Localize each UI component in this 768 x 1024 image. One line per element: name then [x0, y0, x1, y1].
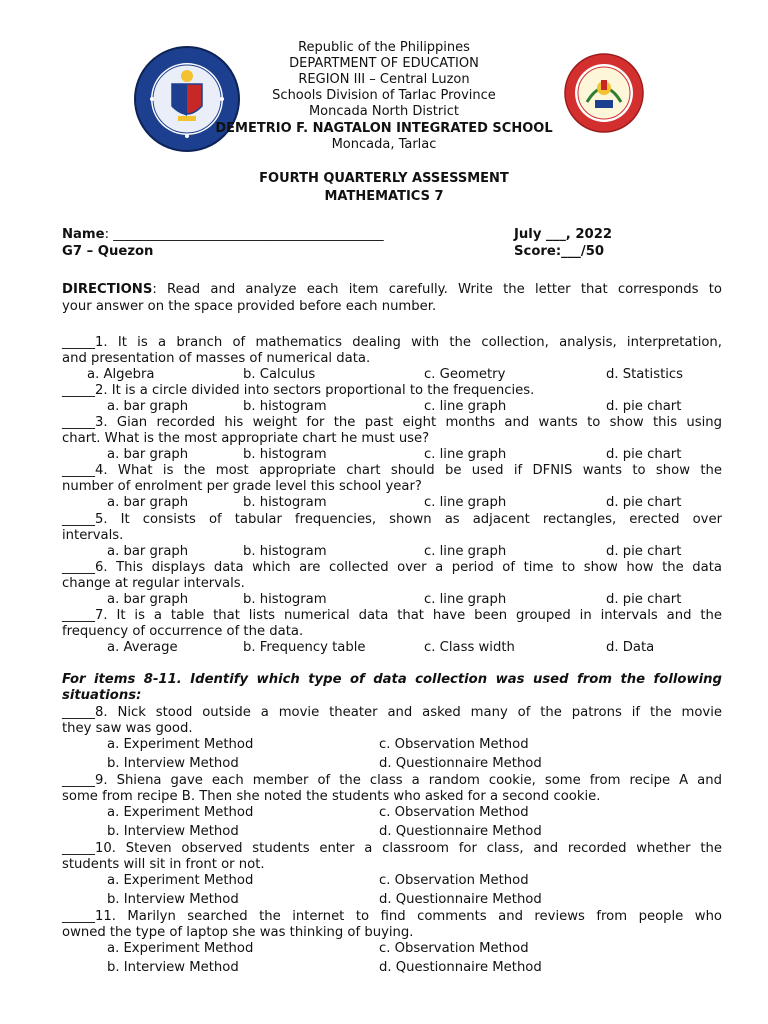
question-5-cont: intervals.: [62, 528, 124, 543]
q7-option-b: b. Frequency table: [243, 640, 366, 655]
question-9: _____9. Shiena gave each member of the class a random cookie, some from recipe A and: [62, 773, 722, 788]
header-republic: Republic of the Philippines: [298, 40, 470, 55]
school-name: DEMETRIO F. NAGTALON INTEGRATED SCHOOL: [215, 121, 553, 136]
name-line[interactable]: [62, 227, 384, 243]
exam-title: FOURTH QUARTERLY ASSESSMENT: [259, 171, 509, 186]
q6-option-c: c. line graph: [424, 592, 507, 607]
question-6-cont: change at regular intervals.: [62, 576, 245, 591]
q10-option-b: b. Interview Method: [107, 892, 239, 907]
q7-option-d: d. Data: [606, 640, 655, 655]
items-8-11-instructions: For items 8-11. Identify which type of data collection was used from the following: [62, 672, 722, 687]
q4-option-d: d. pie chart: [606, 495, 682, 510]
name-blank: : _________________________________________: [104, 227, 384, 242]
q3-option-a: a. bar graph: [107, 447, 189, 462]
q9-option-b: b. Interview Method: [107, 824, 239, 839]
directions-line-2: your answer on the space provided before each number.: [62, 299, 437, 314]
header-division: Schools Division of Tarlac Province: [272, 88, 496, 103]
q4-option-b: b. histogram: [243, 495, 327, 510]
directions-label: DIRECTIONS: [62, 282, 153, 297]
question-3: _____3. Gian recorded his weight for the past eight months and wants to show this using: [62, 415, 722, 430]
q8-option-c: c. Observation Method: [379, 737, 529, 752]
q10-option-c: c. Observation Method: [379, 873, 529, 888]
q5-option-b: b. histogram: [243, 544, 327, 559]
q6-option-a: a. bar graph: [107, 592, 189, 607]
directions-line-1: DIRECTIONS: Read and analyze each item carefully. Write the letter that corresponds to: [62, 282, 722, 297]
q6-option-d: d. pie chart: [606, 592, 682, 607]
q6-option-b: b. histogram: [243, 592, 327, 607]
q1-option-d: d. Statistics: [606, 367, 684, 382]
question-7: _____7. It is a table that lists numerical data that have been grouped in intervals and the: [62, 608, 722, 623]
question-11: _____11. Marilyn searched the internet to find comments and reviews from people who: [62, 909, 722, 924]
q3-option-c: c. line graph: [424, 447, 507, 462]
q8-option-d: d. Questionnaire Method: [379, 756, 542, 771]
date-field: July ___, 2022: [514, 227, 613, 242]
school-location: Moncada, Tarlac: [331, 137, 437, 152]
q2-option-d: d. pie chart: [606, 399, 682, 414]
question-9-cont: some from recipe B. Then she noted the students who asked for a second cookie.: [62, 789, 601, 804]
exam-subject: MATHEMATICS 7: [324, 189, 444, 204]
header-region: REGION III – Central Luzon: [298, 72, 470, 87]
q5-option-c: c. line graph: [424, 544, 507, 559]
q9-option-a: a. Experiment Method: [107, 805, 254, 820]
q3-option-b: b. histogram: [243, 447, 327, 462]
question-8-cont: they saw was good.: [62, 721, 193, 736]
question-7-cont: frequency of occurrence of the data.: [62, 624, 304, 639]
q2-option-c: c. line graph: [424, 399, 507, 414]
question-3-cont: chart. What is the most appropriate chart he must use?: [62, 431, 430, 446]
question-11-cont: owned the type of laptop she was thinking of buying.: [62, 925, 414, 940]
question-6: _____6. This displays data which are collected over a period of time to show how the data: [62, 560, 722, 575]
q5-option-a: a. bar graph: [107, 544, 189, 559]
q3-option-d: d. pie chart: [606, 447, 682, 462]
q11-option-b: b. Interview Method: [107, 960, 239, 975]
q10-option-a: a. Experiment Method: [107, 873, 254, 888]
q2-option-a: a. bar graph: [107, 399, 189, 414]
items-8-11-instructions-cont: situations:: [62, 688, 142, 703]
q5-option-d: d. pie chart: [606, 544, 682, 559]
header-department: DEPARTMENT OF EDUCATION: [289, 56, 479, 71]
q4-option-a: a. bar graph: [107, 495, 189, 510]
q9-option-c: c. Observation Method: [379, 805, 529, 820]
q1-option-a: a. Algebra: [87, 367, 155, 382]
question-1: _____1. It is a branch of mathematics dealing with the collection, analysis, interpretation,: [62, 335, 722, 350]
header-district: Moncada North District: [308, 104, 460, 119]
question-2: _____2. It is a circle divided into sectors proportional to the frequencies.: [62, 383, 535, 398]
q11-option-a: a. Experiment Method: [107, 941, 254, 956]
question-1-cont: and presentation of masses of numerical data.: [62, 351, 371, 366]
q8-option-b: b. Interview Method: [107, 756, 239, 771]
q11-option-d: d. Questionnaire Method: [379, 960, 542, 975]
score-field: Score:___/50: [514, 244, 605, 259]
q1-option-b: b. Calculus: [243, 367, 316, 382]
q2-option-b: b. histogram: [243, 399, 327, 414]
q10-option-d: d. Questionnaire Method: [379, 892, 542, 907]
question-5: _____5. It consists of tabular frequencies, shown as adjacent rectangles, erected over: [62, 512, 722, 527]
q11-option-c: c. Observation Method: [379, 941, 529, 956]
q4-option-c: c. line graph: [424, 495, 507, 510]
q9-option-d: d. Questionnaire Method: [379, 824, 542, 839]
question-8: _____8. Nick stood outside a movie theater and asked many of the patrons if the movie: [62, 705, 722, 720]
question-10: _____10. Steven observed students enter a classroom for class, and recorded whether the: [62, 841, 722, 856]
q7-option-c: c. Class width: [424, 640, 515, 655]
name-label: Name: [62, 227, 105, 242]
section-label: G7 – Quezon: [62, 244, 154, 259]
q8-option-a: a. Experiment Method: [107, 737, 254, 752]
question-10-cont: students will sit in front or not.: [62, 857, 265, 872]
q7-option-a: a. Average: [107, 640, 178, 655]
q1-option-c: c. Geometry: [424, 367, 506, 382]
question-4: _____4. What is the most appropriate chart should be used if DFNIS wants to show the: [62, 463, 722, 478]
question-4-cont: number of enrolment per grade level this school year?: [62, 479, 422, 494]
